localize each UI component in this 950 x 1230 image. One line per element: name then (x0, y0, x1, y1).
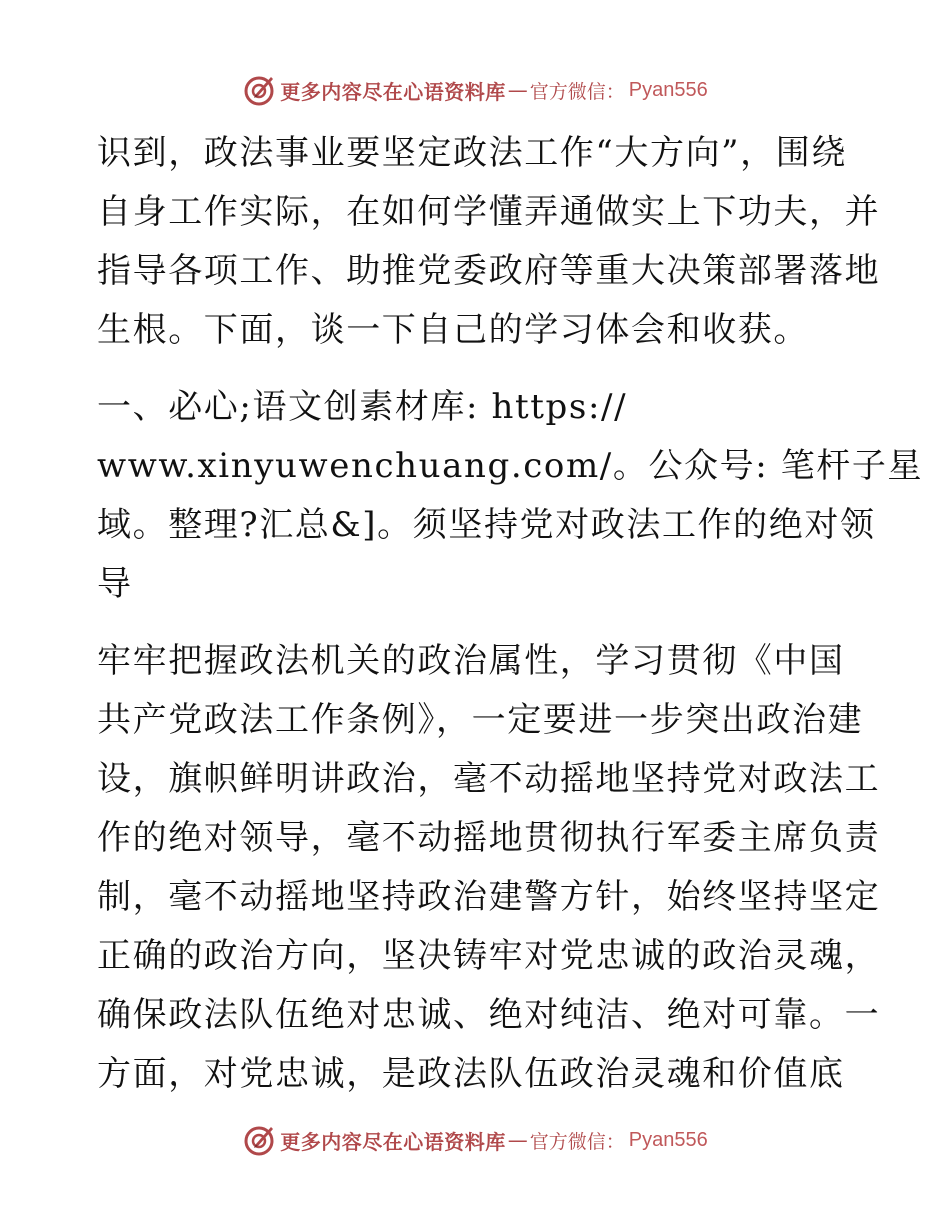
document-body (97, 124, 924, 1104)
pen-logo-icon (242, 73, 276, 107)
text-line: 一、必心;语文创素材库: https:// (97, 387, 628, 427)
text-line: 确保政法队伍绝对忠诚、绝对纯洁、绝对可靠。一 (97, 995, 881, 1035)
text-line: 方面，对党忠诚，是政法队伍政治灵魂和价值底 (97, 1054, 845, 1094)
banner-separator: — (507, 78, 528, 102)
text-line: 设，旗帜鲜明讲政治，毫不动摇地坚持党对政法工 (97, 759, 881, 799)
text-line: www.xinyuwenchuang.com/。公众号: 笔杆子星 (97, 446, 924, 486)
banner-wechat-id: Pyan556 (628, 1128, 708, 1151)
text-line: 正确的政治方向，坚决铸牢对党忠诚的政治灵魂， (97, 936, 881, 976)
banner-wechat-label: 官方微信： (529, 1130, 625, 1153)
text-line: 导 (97, 564, 133, 604)
text-line: 识到，政法事业要坚定政法工作“大方向”，围绕 (97, 133, 847, 173)
paragraph-3 (97, 632, 881, 1104)
text-line: 制，毫不动摇地坚持政治建警方针，始终坚持坚定 (97, 877, 881, 917)
text-line: 域。整理?汇总&]。须坚持党对政法工作的绝对领 (97, 505, 876, 545)
text-line: 自身工作实际，在如何学懂弄通做实上下功夫，并 (97, 192, 881, 232)
text-line: 牢牢把握政法机关的政治属性，学习贯彻《中国 (97, 641, 845, 681)
text-line: 作的绝对领导，毫不动摇地贯彻执行军委主席负责 (97, 818, 881, 858)
paragraph-1 (97, 124, 881, 360)
text-line: 共产党政法工作条例》，一定要进一步突出政治建 (97, 700, 864, 740)
text-line: 生根。下面，谈一下自己的学习体会和收获。 (97, 310, 809, 350)
banner-text: 更多内容尽在心语资料库 (280, 1129, 506, 1154)
footer-watermark-banner (0, 1120, 950, 1160)
paragraph-2-heading (97, 378, 924, 614)
banner-wechat-id: Pyan556 (628, 78, 708, 101)
pen-logo-icon (242, 1123, 276, 1157)
banner-text: 更多内容尽在心语资料库 (280, 79, 506, 104)
header-watermark-banner (0, 70, 950, 110)
banner-wechat-label: 官方微信： (529, 80, 625, 103)
banner-separator: — (507, 1128, 528, 1152)
text-line: 指导各项工作、助推党委政府等重大决策部署落地 (97, 251, 881, 291)
